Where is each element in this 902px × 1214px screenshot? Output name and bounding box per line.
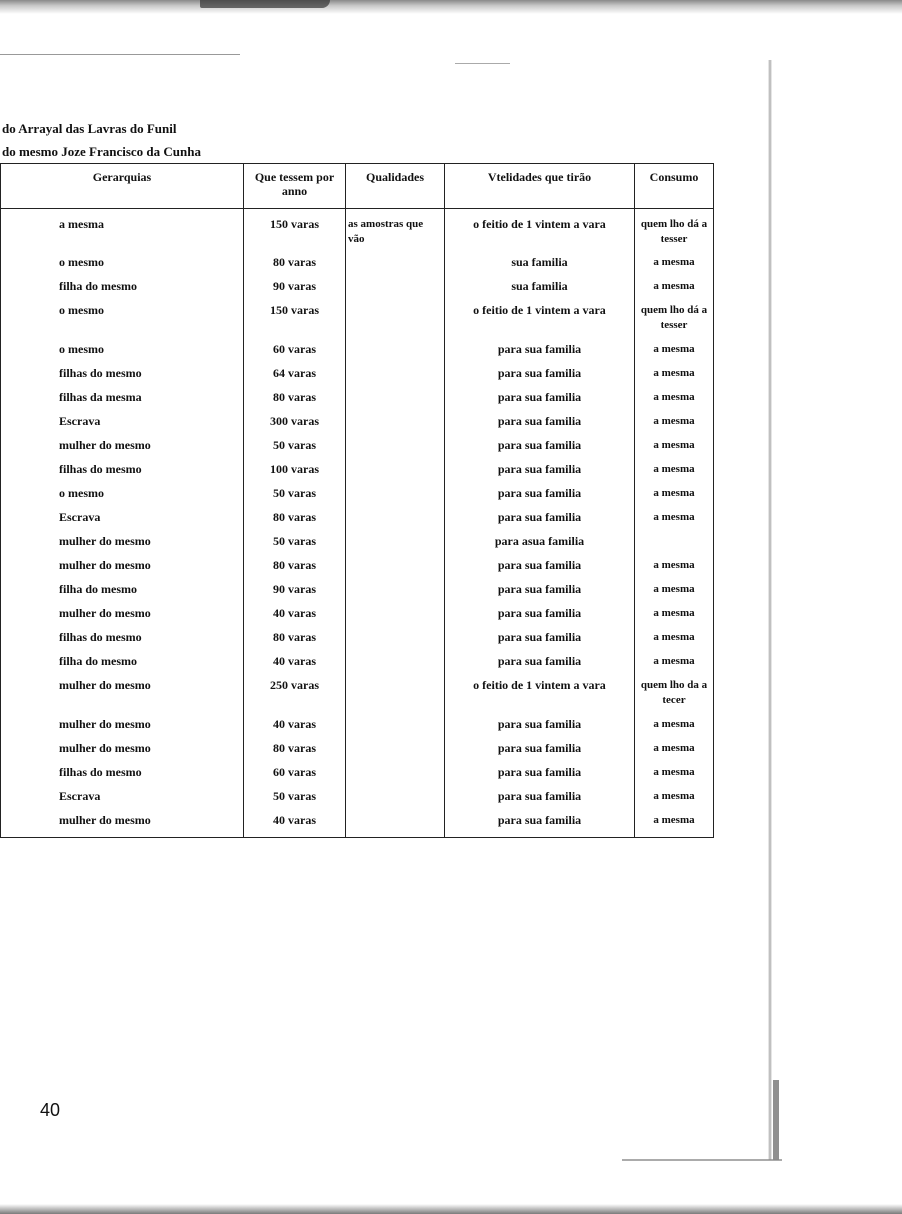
cell-quantity: 40 varas [244, 654, 346, 678]
scan-artifact-line [622, 1159, 782, 1161]
cell-consumo: a mesma [635, 486, 714, 510]
table-row [1, 209, 714, 256]
column-header-qualidades: Qualidades [346, 164, 445, 209]
cell-consumo: a mesma [635, 741, 714, 765]
cell-quantity: 50 varas [244, 789, 346, 813]
scan-artifact-line [0, 54, 240, 55]
table-row [1, 390, 714, 414]
table-header-row [1, 164, 714, 209]
cell-vtelidade: sua familia [445, 279, 635, 303]
cell-consumo: a mesma [635, 558, 714, 582]
cell-quantity: 50 varas [244, 534, 346, 558]
cell-quantity: 300 varas [244, 414, 346, 438]
table-row [1, 717, 714, 741]
table-row [1, 654, 714, 678]
cell-consumo: a mesma [635, 606, 714, 630]
heading-line-2: do mesmo Joze Francisco da Cunha [2, 144, 201, 159]
cell-gerarquia: filhas do mesmo [1, 630, 244, 654]
table-row [1, 510, 714, 534]
table-row [1, 813, 714, 838]
table-row [1, 789, 714, 813]
cell-qualidade [346, 558, 445, 582]
cell-gerarquia: filha do mesmo [1, 654, 244, 678]
cell-vtelidade: para sua familia [445, 630, 635, 654]
cell-qualidade [346, 717, 445, 741]
table-row [1, 582, 714, 606]
book-spine-shadow [773, 1080, 779, 1160]
cell-qualidade [346, 486, 445, 510]
cell-gerarquia: mulher do mesmo [1, 558, 244, 582]
cell-qualidade [346, 438, 445, 462]
table-row [1, 606, 714, 630]
cell-consumo [635, 534, 714, 558]
cell-vtelidade: para sua familia [445, 606, 635, 630]
cell-quantity: 90 varas [244, 582, 346, 606]
table-row [1, 486, 714, 510]
cell-qualidade [346, 534, 445, 558]
cell-consumo: a mesma [635, 390, 714, 414]
cell-vtelidade: para sua familia [445, 582, 635, 606]
cell-consumo: a mesma [635, 366, 714, 390]
cell-vtelidade: o feitio de 1 vintem a vara [445, 303, 635, 342]
table-row [1, 534, 714, 558]
cell-consumo: a mesma [635, 813, 714, 838]
table-row [1, 678, 714, 717]
cell-quantity: 150 varas [244, 303, 346, 342]
cell-quantity: 80 varas [244, 510, 346, 534]
cell-vtelidade: para sua familia [445, 438, 635, 462]
cell-quantity: 50 varas [244, 486, 346, 510]
cell-qualidade [346, 678, 445, 717]
cell-qualidade [346, 582, 445, 606]
cell-quantity: 64 varas [244, 366, 346, 390]
cell-quantity: 250 varas [244, 678, 346, 717]
cell-qualidade [346, 366, 445, 390]
cell-vtelidade: para sua familia [445, 558, 635, 582]
cell-vtelidade: para sua familia [445, 414, 635, 438]
column-header-gerarquias: Gerarquias [1, 164, 244, 209]
cell-quantity: 60 varas [244, 765, 346, 789]
table-row [1, 558, 714, 582]
cell-quantity: 100 varas [244, 462, 346, 486]
cell-gerarquia: mulher do mesmo [1, 678, 244, 717]
cell-qualidade [346, 741, 445, 765]
cell-vtelidade: para sua familia [445, 510, 635, 534]
cell-gerarquia: mulher do mesmo [1, 534, 244, 558]
cell-quantity: 80 varas [244, 255, 346, 279]
cell-gerarquia: o mesmo [1, 342, 244, 366]
cell-gerarquia: o mesmo [1, 303, 244, 342]
cell-consumo: a mesma [635, 654, 714, 678]
cell-vtelidade: sua familia [445, 255, 635, 279]
cell-consumo: a mesma [635, 630, 714, 654]
cell-consumo: a mesma [635, 279, 714, 303]
cell-qualidade [346, 255, 445, 279]
cell-qualidade [346, 342, 445, 366]
cell-qualidade [346, 414, 445, 438]
cell-consumo: a mesma [635, 462, 714, 486]
cell-quantity: 50 varas [244, 438, 346, 462]
table-row [1, 741, 714, 765]
cell-consumo: a mesma [635, 789, 714, 813]
scan-edge-top [0, 0, 902, 14]
cell-vtelidade: o feitio de 1 vintem a vara [445, 678, 635, 717]
cell-qualidade [346, 510, 445, 534]
cell-qualidade [346, 654, 445, 678]
cell-qualidade [346, 813, 445, 838]
cell-quantity: 80 varas [244, 390, 346, 414]
cell-gerarquia: mulher do mesmo [1, 813, 244, 838]
table-row [1, 303, 714, 342]
cell-quantity: 40 varas [244, 606, 346, 630]
cell-vtelidade: para sua familia [445, 366, 635, 390]
cell-gerarquia: a mesma [1, 209, 244, 256]
cell-gerarquia: o mesmo [1, 486, 244, 510]
column-header-que-tessem: Que tessem por anno [244, 164, 346, 209]
cell-qualidade [346, 279, 445, 303]
table-row [1, 366, 714, 390]
cell-quantity: 40 varas [244, 717, 346, 741]
cell-vtelidade: para asua familia [445, 534, 635, 558]
cell-consumo: a mesma [635, 510, 714, 534]
cell-vtelidade: para sua familia [445, 765, 635, 789]
cell-gerarquia: mulher do mesmo [1, 741, 244, 765]
cell-consumo: a mesma [635, 717, 714, 741]
cell-qualidade [346, 462, 445, 486]
table-row [1, 462, 714, 486]
cell-vtelidade: para sua familia [445, 486, 635, 510]
cell-quantity: 40 varas [244, 813, 346, 838]
scan-edge-bottom [0, 1204, 902, 1214]
cell-qualidade [346, 765, 445, 789]
cell-vtelidade: para sua familia [445, 462, 635, 486]
cell-vtelidade: o feitio de 1 vintem a vara [445, 209, 635, 256]
cell-qualidade [346, 789, 445, 813]
cell-quantity: 60 varas [244, 342, 346, 366]
table-row [1, 279, 714, 303]
cell-gerarquia: filhas do mesmo [1, 462, 244, 486]
cell-vtelidade: para sua familia [445, 741, 635, 765]
cell-qualidade [346, 630, 445, 654]
page-number: 40 [40, 1100, 61, 1120]
cell-consumo: a mesma [635, 255, 714, 279]
cell-vtelidade: para sua familia [445, 813, 635, 838]
cell-vtelidade: para sua familia [445, 654, 635, 678]
table-body [1, 209, 714, 838]
column-header-vtelidades: Vtelidades que tirão [445, 164, 635, 209]
table-row [1, 342, 714, 366]
table-row [1, 255, 714, 279]
cell-gerarquia: Escrava [1, 789, 244, 813]
cell-consumo: a mesma [635, 438, 714, 462]
table-row [1, 765, 714, 789]
table-row [1, 630, 714, 654]
cell-vtelidade: para sua familia [445, 342, 635, 366]
cell-gerarquia: mulher do mesmo [1, 606, 244, 630]
cell-consumo: quem lho dá a tesser [635, 303, 714, 342]
cell-gerarquia: filhas do mesmo [1, 366, 244, 390]
cell-consumo: a mesma [635, 342, 714, 366]
cell-gerarquia: filha do mesmo [1, 582, 244, 606]
cell-qualidade: as amostras que vão [346, 209, 445, 256]
cell-consumo: quem lho dá a tesser [635, 209, 714, 256]
ledger-table [0, 163, 714, 838]
cell-quantity: 80 varas [244, 741, 346, 765]
cell-qualidade [346, 303, 445, 342]
cell-gerarquia: filha do mesmo [1, 279, 244, 303]
cell-consumo: quem lho da a tecer [635, 678, 714, 717]
cell-vtelidade: para sua familia [445, 789, 635, 813]
heading-line-1: do Arrayal das Lavras do Funil [2, 121, 177, 136]
cell-gerarquia: mulher do mesmo [1, 717, 244, 741]
cell-qualidade [346, 390, 445, 414]
cell-consumo: a mesma [635, 414, 714, 438]
cell-gerarquia: filhas do mesmo [1, 765, 244, 789]
table-row [1, 438, 714, 462]
cell-gerarquia: mulher do mesmo [1, 438, 244, 462]
book-spine-shadow [768, 60, 772, 1160]
cell-gerarquia: o mesmo [1, 255, 244, 279]
cell-vtelidade: para sua familia [445, 390, 635, 414]
scan-smudge [200, 0, 330, 8]
cell-gerarquia: Escrava [1, 510, 244, 534]
cell-vtelidade: para sua familia [445, 717, 635, 741]
cell-gerarquia: filhas da mesma [1, 390, 244, 414]
table-row [1, 414, 714, 438]
cell-consumo: a mesma [635, 765, 714, 789]
scan-artifact-line [455, 63, 510, 64]
cell-quantity: 80 varas [244, 630, 346, 654]
cell-quantity: 150 varas [244, 209, 346, 256]
cell-quantity: 90 varas [244, 279, 346, 303]
cell-gerarquia: Escrava [1, 414, 244, 438]
column-header-consumo: Consumo [635, 164, 714, 209]
cell-quantity: 80 varas [244, 558, 346, 582]
cell-qualidade [346, 606, 445, 630]
cell-consumo: a mesma [635, 582, 714, 606]
